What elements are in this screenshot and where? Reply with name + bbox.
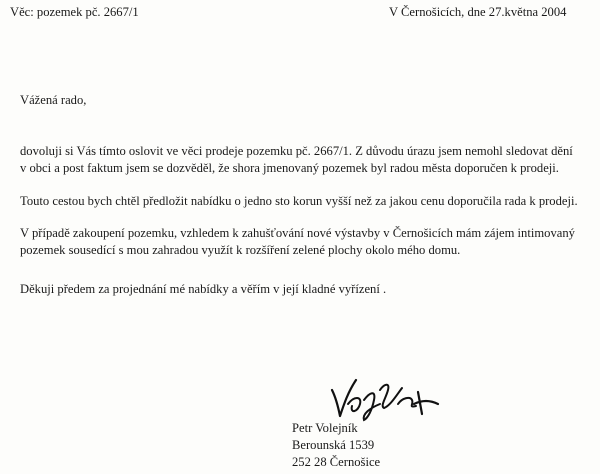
sender-street: Berounská 1539	[292, 438, 375, 452]
letter-paragraph-2: Touto cestou bych chtěl předložit nabídku o jedno sto korun vyšší než za jakou cenu doporučila rada k prodeji.	[20, 194, 578, 208]
paragraph-1-line-2: v obci a post faktum jsem se dozvěděl, že shora jmenovaný pozemek byl radou města doporučen k prodeji.	[20, 161, 559, 175]
letter-closing: Děkuji předem za projednání mé nabídky a věřím v její kladné vyřízení .	[20, 282, 387, 296]
letter-paragraph-3	[20, 225, 575, 259]
letter-salutation: Vážená rado,	[20, 93, 87, 107]
letter-subject: Věc: pozemek pč. 2667/1	[10, 5, 139, 19]
paragraph-3-line-2: pozemek sousedící s mou zahradou využít k rozšíření zelené plochy okolo mého domu.	[20, 243, 461, 257]
sender-city: 252 28 Černošice	[292, 455, 381, 469]
paragraph-3-line-1: V případě zakoupení pozemku, vzhledem k zahušťování nové výstavby v Černošicích mám zájem intimovaný	[20, 226, 575, 240]
sender-name: Petr Volejník	[292, 421, 358, 435]
paragraph-1-line-1: dovoluji si Vás tímto oslovit ve věci prodeje pozemku pč. 2667/1. Z důvodu úrazu jsem nemohl sledovat dění	[20, 144, 573, 158]
letter-paragraph-1	[20, 143, 573, 177]
letter-place-date: V Černošicích, dne 27.května 2004	[389, 5, 567, 19]
handwritten-signature	[318, 370, 443, 422]
